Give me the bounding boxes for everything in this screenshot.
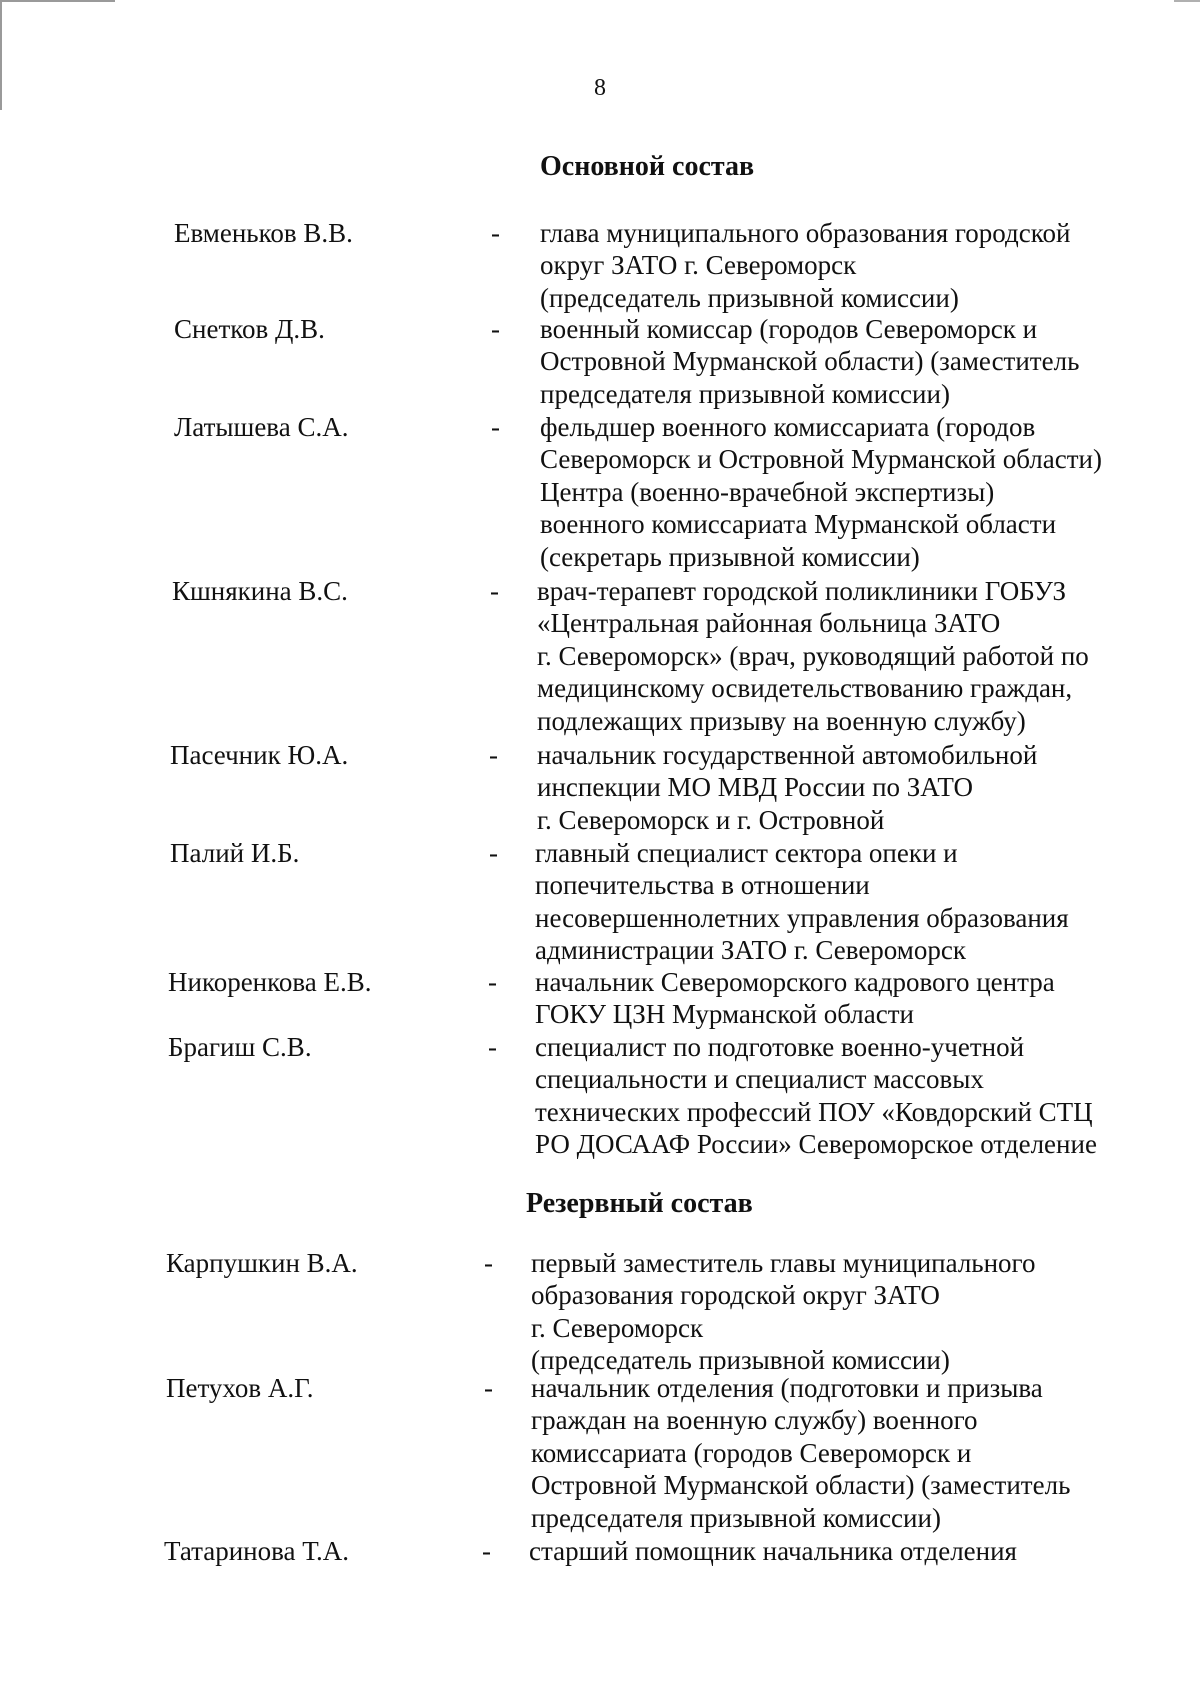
member-dash: - bbox=[488, 1032, 497, 1062]
member-name: Пасечник Ю.А. bbox=[170, 740, 349, 770]
member-dash: - bbox=[491, 314, 500, 344]
section-title-main: Основной состав bbox=[540, 151, 755, 182]
member-description: начальник Североморского кадрового центра ГОКУ ЦЗН Мурманской области bbox=[535, 967, 1055, 1030]
member-description: военный комиссар (городов Североморск и Островной Мурманской области) (заместитель председателя призывной комиссии) bbox=[540, 314, 1080, 409]
member-name: Евменьков В.В. bbox=[174, 218, 353, 248]
member-description: первый заместитель главы муниципального образования городской округ ЗАТО г. Североморск (председатель призывной комиссии) bbox=[531, 1248, 1036, 1376]
member-description: начальник отделения (подготовки и призыва граждан на военную службу) военного комиссариата (городов Североморск и Островной Мурманской области) (заместитель председателя призывной комиссии) bbox=[531, 1373, 1071, 1533]
member-dash: - bbox=[484, 1373, 493, 1403]
member-name: Татаринова Т.А. bbox=[164, 1536, 350, 1566]
member-dash: - bbox=[488, 967, 497, 997]
member-name: Никоренкова Е.В. bbox=[168, 967, 372, 997]
member-name: Кшнякина В.С. bbox=[172, 576, 348, 606]
member-dash: - bbox=[482, 1536, 491, 1566]
member-description: врач-терапевт городской поликлиники ГОБУЗ «Центральная районная больница ЗАТО г. Североморск» (врач, руководящий работой по медицинскому освидетельствованию граждан, подлежащих призыву на военную службу) bbox=[537, 576, 1089, 736]
member-dash: - bbox=[491, 218, 500, 248]
member-name: Латышева С.А. bbox=[174, 412, 349, 442]
member-name: Брагиш С.В. bbox=[168, 1032, 312, 1062]
scan-edge-right bbox=[1174, 0, 1200, 2]
member-name: Петухов А.Г. bbox=[166, 1373, 314, 1403]
member-description: глава муниципального образования городской округ ЗАТО г. Североморск (председатель призывной комиссии) bbox=[540, 218, 1071, 313]
member-name: Палий И.Б. bbox=[170, 838, 300, 868]
scan-edge-top bbox=[0, 0, 115, 2]
member-description: начальник государственной автомобильной инспекции МО МВД России по ЗАТО г. Североморск и г. Островной bbox=[537, 740, 1038, 835]
member-description: фельдшер военного комиссариата (городов Североморск и Островной Мурманской области) Центра (военно-врачебной экспертизы) военного комиссариата Мурманской области (секретарь призывной комиссии) bbox=[540, 412, 1102, 572]
member-dash: - bbox=[490, 576, 499, 606]
member-description: старший помощник начальника отделения bbox=[529, 1536, 1017, 1566]
member-description: главный специалист сектора опеки и попечительства в отношении несовершеннолетних управления образования администрации ЗАТО г. Североморск bbox=[535, 838, 1069, 966]
section-title-reserve: Резервный состав bbox=[526, 1188, 753, 1219]
member-dash: - bbox=[484, 1248, 493, 1278]
member-description: специалист по подготовке военно-учетной специальности и специалист массовых технических профессий ПОУ «Ковдорский СТЦ РО ДОСААФ России» Североморское отделение bbox=[535, 1032, 1097, 1160]
page-number: 8 bbox=[594, 75, 606, 101]
member-dash: - bbox=[489, 740, 498, 770]
member-name: Снетков Д.В. bbox=[174, 314, 325, 344]
member-dash: - bbox=[491, 412, 500, 442]
member-dash: - bbox=[489, 838, 498, 868]
member-name: Карпушкин В.А. bbox=[166, 1248, 358, 1278]
